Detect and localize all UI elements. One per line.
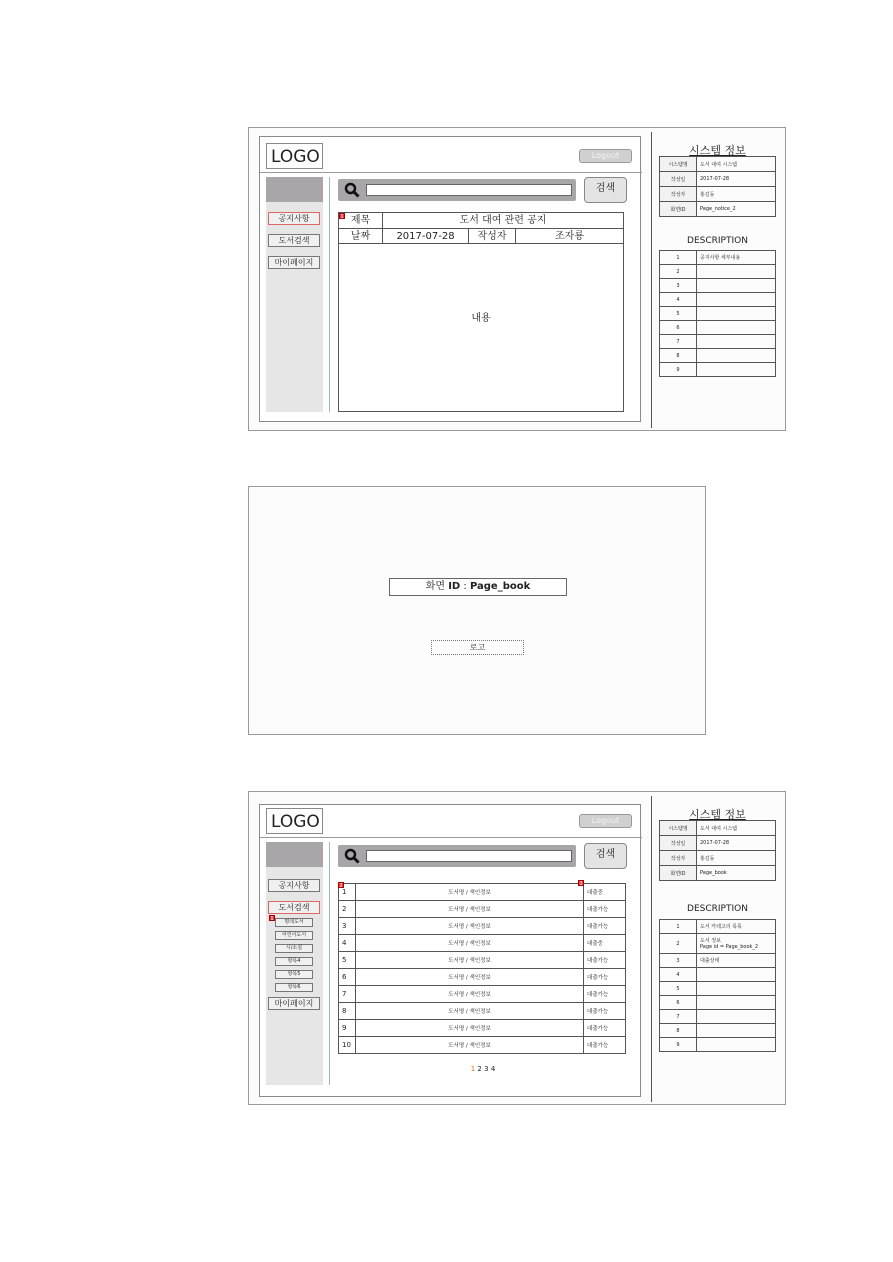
pagination <box>458 1065 508 1073</box>
book-number: 7 <box>339 986 356 1003</box>
book-status: 대출가능 <box>584 986 626 1003</box>
desc-line: 도서 정보 <box>700 938 721 944</box>
panel-divider <box>651 132 652 428</box>
table-row <box>660 349 776 363</box>
marker-2: 2 <box>339 883 343 889</box>
desc-text: 도서 카테고리 목록 <box>697 920 776 934</box>
page-link[interactable]: 2 <box>477 1065 482 1073</box>
desc-number: 4 <box>660 293 697 307</box>
book-number: 10 <box>339 1037 356 1054</box>
table-row <box>660 1038 776 1052</box>
sidebar-header <box>266 842 323 867</box>
info-value: 홍길동 <box>697 187 776 202</box>
table-row <box>660 279 776 293</box>
book-number: 2 <box>339 901 356 918</box>
desc-number: 2 <box>660 265 697 279</box>
book-list-table <box>338 883 626 1054</box>
page-link[interactable]: 4 <box>490 1065 496 1073</box>
storyboard-screen-id <box>248 486 706 735</box>
table-row <box>660 1024 776 1038</box>
book-status: 대출가능 <box>584 1020 626 1037</box>
table-row <box>660 251 776 265</box>
table-row[interactable] <box>339 1020 626 1037</box>
info-value: Page_notice_2 <box>697 202 776 217</box>
sidebar <box>266 177 323 412</box>
info-value: 2017-07-28 <box>697 836 776 851</box>
notice-author-label: 작성자 <box>469 229 516 244</box>
desc-text <box>697 265 776 279</box>
desc-text <box>697 1010 776 1024</box>
marker-3: 3 <box>579 881 583 887</box>
info-key: 작성일 <box>660 172 697 187</box>
desc-number: 5 <box>660 982 697 996</box>
desc-text <box>697 279 776 293</box>
desc-text <box>697 982 776 996</box>
desc-number: 2 <box>660 934 697 954</box>
book-title[interactable]: 도서명 / 색인정보 <box>356 969 584 986</box>
search-icon <box>344 848 360 864</box>
search-input[interactable] <box>366 850 572 862</box>
screen-id-label: ID <box>448 581 461 592</box>
header-divider <box>260 172 642 173</box>
page-link[interactable]: 3 <box>484 1065 489 1073</box>
book-number: 4 <box>339 935 356 952</box>
page-link[interactable]: 1 <box>470 1065 476 1073</box>
system-info-table <box>659 820 776 881</box>
table-row <box>660 954 776 968</box>
table-row <box>660 187 776 202</box>
sidebar-item-book-search[interactable]: 도서검색 <box>268 234 320 247</box>
desc-number: 9 <box>660 1038 697 1052</box>
sidebar-item-book-search[interactable]: 도서검색 <box>268 901 320 914</box>
sidebar-divider <box>329 177 330 412</box>
desc-text: 공지사항 세부내용 <box>697 251 776 265</box>
book-status: 대출가능 <box>584 1037 626 1054</box>
book-title[interactable]: 도서명 / 색인정보 <box>356 884 584 901</box>
description-table <box>659 250 776 377</box>
desc-number: 1 <box>660 920 697 934</box>
book-status: 대출가능 <box>584 1003 626 1020</box>
notice-detail <box>338 212 624 412</box>
sidebar-item-notice[interactable]: 공지사항 <box>268 879 320 892</box>
notice-date-value: 2017-07-28 <box>383 229 469 244</box>
table-row <box>660 157 776 172</box>
table-row <box>660 335 776 349</box>
info-value: Page_book <box>697 866 776 881</box>
desc-number: 8 <box>660 1024 697 1038</box>
desc-number: 3 <box>660 954 697 968</box>
book-status: 대출가능 <box>584 918 626 935</box>
desc-number: 7 <box>660 335 697 349</box>
desc-text <box>697 307 776 321</box>
book-title[interactable]: 도서명 / 색인정보 <box>356 901 584 918</box>
table-row <box>660 996 776 1010</box>
desc-number: 8 <box>660 349 697 363</box>
sidebar-header <box>266 177 323 202</box>
system-info-title: 시스템 정보 <box>689 808 746 821</box>
screen-id-box <box>389 578 567 596</box>
info-key: 시스템명 <box>660 821 697 836</box>
table-row[interactable] <box>339 969 626 986</box>
desc-text <box>697 1038 776 1052</box>
table-row <box>660 836 776 851</box>
screen-id-sep: : <box>460 581 470 592</box>
book-title[interactable]: 도서명 / 색인정보 <box>356 918 584 935</box>
logout-button[interactable]: Logout <box>579 149 632 163</box>
book-status: 대출가능 <box>584 969 626 986</box>
notice-author-value: 조자룡 <box>516 229 623 244</box>
table-row <box>660 363 776 377</box>
table-row <box>660 968 776 982</box>
info-value: 홍길동 <box>697 851 776 866</box>
notice-date-label: 날짜 <box>339 229 383 244</box>
info-key: 작성자 <box>660 851 697 866</box>
desc-text <box>697 934 776 954</box>
desc-text <box>697 293 776 307</box>
desc-number: 6 <box>660 321 697 335</box>
category-item[interactable]: 항목6 <box>275 983 313 992</box>
category-item[interactable]: 항목4 <box>275 957 313 966</box>
book-number: 9 <box>339 1020 356 1037</box>
notice-title-label: 제목 <box>339 213 383 229</box>
table-row[interactable] <box>339 986 626 1003</box>
desc-number: 3 <box>660 279 697 293</box>
description-title: DESCRIPTION <box>687 236 748 246</box>
desc-text <box>697 335 776 349</box>
info-key: 화면ID <box>660 866 697 881</box>
table-row <box>660 934 776 954</box>
wireframe-window <box>259 804 641 1097</box>
desc-number: 4 <box>660 968 697 982</box>
search-bar <box>338 179 576 201</box>
book-status: 대출가능 <box>584 952 626 969</box>
book-number: 5 <box>339 952 356 969</box>
book-number: 3 <box>339 918 356 935</box>
desc-number: 5 <box>660 307 697 321</box>
table-row <box>660 920 776 934</box>
desc-line: Page id = Page_book_2 <box>700 944 759 950</box>
marker-1: 1 <box>270 916 274 922</box>
search-button[interactable]: 검색 <box>584 177 627 203</box>
table-row <box>660 265 776 279</box>
description-title: DESCRIPTION <box>687 904 748 914</box>
table-row <box>660 982 776 996</box>
desc-text <box>697 349 776 363</box>
table-row[interactable] <box>339 935 626 952</box>
desc-number: 9 <box>660 363 697 377</box>
sidebar-item-mypage[interactable]: 마이페이지 <box>268 256 320 269</box>
system-info-table <box>659 156 776 217</box>
book-title[interactable]: 도서명 / 색인정보 <box>356 952 584 969</box>
info-key: 작성일 <box>660 836 697 851</box>
system-info-title: 시스템 정보 <box>689 144 746 157</box>
desc-text <box>697 996 776 1010</box>
table-row <box>660 307 776 321</box>
wireframe-window <box>259 136 641 422</box>
book-title[interactable]: 도서명 / 색인정보 <box>356 1020 584 1037</box>
table-row <box>660 202 776 217</box>
info-key: 작성자 <box>660 187 697 202</box>
panel-divider <box>651 796 652 1102</box>
sidebar-item-notice[interactable]: 공지사항 <box>268 212 320 225</box>
desc-number: 6 <box>660 996 697 1010</box>
table-row[interactable] <box>339 1037 626 1054</box>
category-item[interactable]: 평데도서 <box>275 918 313 927</box>
search-bar <box>338 845 576 867</box>
table-row <box>660 1010 776 1024</box>
book-status: 대출가능 <box>584 901 626 918</box>
book-status: 대출중 <box>584 884 626 901</box>
category-item[interactable]: 어린이도서 <box>275 931 313 940</box>
screen-id-prefix: 화면 <box>425 581 449 592</box>
logo-placeholder: 로고 <box>431 640 524 655</box>
info-value: 도서 대여 시스템 <box>697 821 776 836</box>
table-row[interactable] <box>339 901 626 918</box>
table-row[interactable] <box>339 952 626 969</box>
search-icon <box>344 182 360 198</box>
logo: LOGO <box>266 143 323 169</box>
logo: LOGO <box>266 808 323 834</box>
info-value: 도서 대여 시스템 <box>697 157 776 172</box>
desc-number: 1 <box>660 251 697 265</box>
storyboard-book-search <box>248 791 786 1105</box>
notice-content: 내용 <box>471 313 491 324</box>
info-key: 시스템명 <box>660 157 697 172</box>
sidebar-item-mypage[interactable]: 마이페이지 <box>268 997 320 1010</box>
info-value: 2017-07-28 <box>697 172 776 187</box>
storyboard-notice-detail <box>248 127 786 431</box>
description-table <box>659 919 776 1052</box>
search-input[interactable] <box>366 184 572 196</box>
book-title[interactable]: 도서명 / 색인정보 <box>356 986 584 1003</box>
desc-text <box>697 1024 776 1038</box>
category-item[interactable]: 시/소설 <box>275 944 313 953</box>
notice-title-value: 도서 대여 관련 공지 <box>383 213 623 229</box>
screen-id-value: Page_book <box>469 581 531 592</box>
desc-text <box>697 363 776 377</box>
table-row <box>660 321 776 335</box>
desc-text <box>697 321 776 335</box>
marker-1: 1 <box>340 214 344 220</box>
category-item[interactable]: 항목5 <box>275 970 313 979</box>
desc-number: 7 <box>660 1010 697 1024</box>
book-title[interactable]: 도서명 / 색인정보 <box>356 1037 584 1054</box>
sidebar-divider <box>329 842 330 1085</box>
logout-button[interactable]: Logout <box>579 814 632 828</box>
book-title[interactable]: 도서명 / 색인정보 <box>356 1003 584 1020</box>
header-divider <box>260 837 642 838</box>
table-row <box>660 821 776 836</box>
table-row <box>660 866 776 881</box>
table-row[interactable] <box>339 918 626 935</box>
table-row <box>660 851 776 866</box>
sidebar <box>266 842 323 1085</box>
book-status: 대출중 <box>584 935 626 952</box>
book-number: 8 <box>339 1003 356 1020</box>
book-number: 1 <box>339 884 356 901</box>
table-row <box>660 293 776 307</box>
book-number: 6 <box>339 969 356 986</box>
desc-text: 대출상태 <box>697 954 776 968</box>
table-row <box>660 172 776 187</box>
info-key: 화면ID <box>660 202 697 217</box>
book-title[interactable]: 도서명 / 색인정보 <box>356 935 584 952</box>
table-row[interactable] <box>339 1003 626 1020</box>
search-button[interactable]: 검색 <box>584 843 627 869</box>
desc-text <box>697 968 776 982</box>
